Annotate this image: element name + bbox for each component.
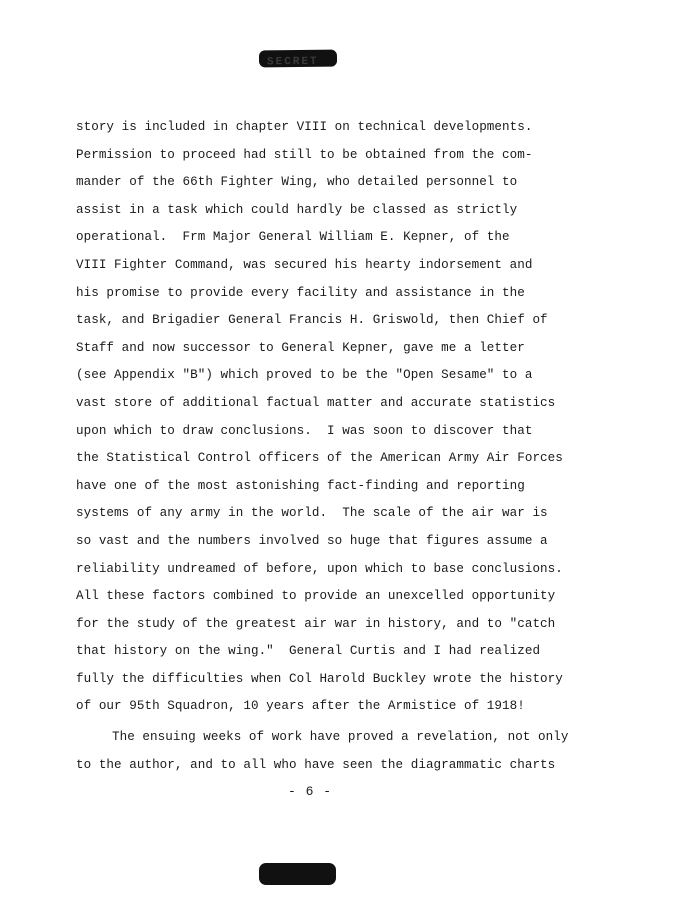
page-number: - 6 -	[287, 784, 332, 799]
paragraph-start-line: The ensuing weeks of work have proved a revelation, not only	[112, 730, 569, 745]
redacted-classification-marking-bottom	[259, 863, 336, 885]
text-line: operational. Frm Major General William E. Kepner, of the	[76, 230, 510, 245]
text-line: fully the difficulties when Col Harold Buckley wrote the history	[76, 671, 563, 686]
text-line: have one of the most astonishing fact-finding and reporting	[76, 478, 525, 493]
text-line: upon which to draw conclusions. I was soon to discover that	[76, 423, 533, 438]
text-line: the Statistical Control officers of the American Army Air Forces	[76, 451, 563, 466]
text-line: All these factors combined to provide an unexcelled opportunity	[76, 589, 556, 604]
text-line: mander of the 66th Fighter Wing, who detailed personnel to	[76, 175, 518, 190]
text-line: that history on the wing." General Curtis and I had realized	[76, 644, 541, 659]
text-line: task, and Brigadier General Francis H. Griswold, then Chief of	[76, 313, 548, 328]
text-line: of our 95th Squadron, 10 years after the Armistice of 1918!	[76, 699, 525, 714]
text-line: reliability undreamed of before, upon which to base conclusions.	[76, 561, 563, 576]
text-line: assist in a task which could hardly be classed as strictly	[76, 202, 518, 217]
body-text	[76, 114, 569, 779]
text-line: Staff and now successor to General Kepner, gave me a letter	[76, 340, 525, 355]
text-line: (see Appendix "B") which proved to be the "Open Sesame" to a	[76, 368, 533, 383]
redacted-classification-marking-top	[259, 50, 337, 68]
text-line: systems of any army in the world. The scale of the air war is	[76, 506, 548, 521]
text-line: story is included in chapter VIII on technical developments.	[76, 120, 533, 134]
text-line: Permission to proceed had still to be obtained from the com-	[76, 147, 533, 162]
text-line: vast store of additional factual matter and accurate statistics	[76, 395, 556, 410]
text-line: VIII Fighter Command, was secured his hearty indorsement and	[76, 257, 533, 272]
redacted-text: SECRET	[266, 55, 319, 69]
text-line: to the author, and to all who have seen the diagrammatic charts	[76, 757, 556, 772]
text-line: for the study of the greatest air war in history, and to "catch	[76, 616, 556, 631]
text-line: his promise to provide every facility and assistance in the	[76, 285, 525, 300]
text-line: so vast and the numbers involved so huge that figures assume a	[76, 533, 548, 548]
